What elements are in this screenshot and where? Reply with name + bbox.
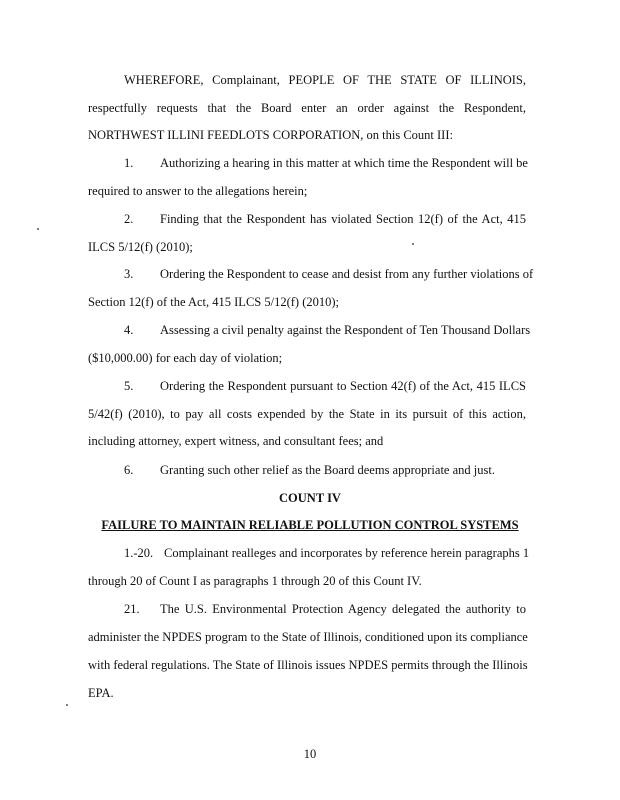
- relief-item-5-line-3: including attorney, expert witness, and consultant fees; and: [88, 434, 384, 448]
- paragraph-21-number: 21.: [124, 602, 140, 616]
- scan-speck: [412, 243, 414, 245]
- relief-item-1-line-2: required to answer to the allegations herein;: [88, 184, 308, 198]
- count-heading: COUNT IV: [279, 491, 341, 505]
- relief-item-3-number: 3.: [124, 267, 134, 281]
- relief-item-3-line-1: Ordering the Respondent to cease and desist from any further violations of: [160, 267, 534, 281]
- relief-item-1-line-1: Authorizing a hearing in this matter at which time the Respondent will be: [160, 156, 528, 170]
- relief-item-2-line-1: Finding that the Respondent has violated Section 12(f) of the Act, 415: [160, 212, 526, 226]
- paragraph-1-20-line-2: through 20 of Count I as paragraphs 1 through 20 of this Count IV.: [88, 574, 422, 588]
- wherefore-line-3: NORTHWEST ILLINI FEEDLOTS CORPORATION, on this Count III:: [88, 128, 453, 142]
- relief-item-6-number: 6.: [124, 463, 134, 477]
- relief-item-4-line-1: Assessing a civil penalty against the Respondent of Ten Thousand Dollars: [160, 323, 531, 337]
- relief-item-4-line-2: ($10,000.00) for each day of violation;: [88, 351, 283, 365]
- scan-speck: [37, 228, 39, 230]
- relief-item-5-number: 5.: [124, 379, 134, 393]
- paragraph-21-line-4: EPA.: [88, 686, 114, 700]
- paragraph-21-line-3: with federal regulations. The State of Illinois issues NPDES permits through the Illinois: [88, 658, 528, 672]
- count-title-text: FAILURE TO MAINTAIN RELIABLE POLLUTION CONTROL SYSTEMS: [101, 518, 519, 532]
- scan-speck: [66, 704, 68, 706]
- paragraph-1-20-line-1: Complainant realleges and incorporates by reference herein paragraphs 1: [164, 546, 530, 560]
- count-title: [0, 517, 620, 533]
- relief-item-6-line-1: Granting such other relief as the Board deems appropriate and just.: [160, 463, 495, 477]
- relief-item-2-line-2: ILCS 5/12(f) (2010);: [88, 240, 193, 254]
- paragraph-1-20-number: 1.-20.: [124, 546, 154, 560]
- relief-item-2-number: 2.: [124, 212, 134, 226]
- relief-item-5-line-2: 5/42(f) (2010), to pay all costs expended by the State in its pursuit of this action,: [88, 407, 526, 421]
- paragraph-21-line-2: administer the NPDES program to the State of Illinois, conditioned upon its compliance: [88, 630, 528, 644]
- page-number: 10: [303, 747, 317, 761]
- relief-item-5-line-1: Ordering the Respondent pursuant to Section 42(f) of the Act, 415 ILCS: [160, 379, 526, 393]
- relief-item-4-number: 4.: [124, 323, 134, 337]
- wherefore-line-2: respectfully requests that the Board enter an order against the Respondent,: [88, 101, 526, 115]
- relief-item-1-number: 1.: [124, 156, 134, 170]
- paragraph-21-line-1: The U.S. Environmental Protection Agency delegated the authority to: [160, 602, 526, 616]
- wherefore-line-1: WHEREFORE, Complainant, PEOPLE OF THE STATE OF ILLINOIS,: [124, 73, 526, 87]
- relief-item-3-line-2: Section 12(f) of the Act, 415 ILCS 5/12(f) (2010);: [88, 295, 339, 309]
